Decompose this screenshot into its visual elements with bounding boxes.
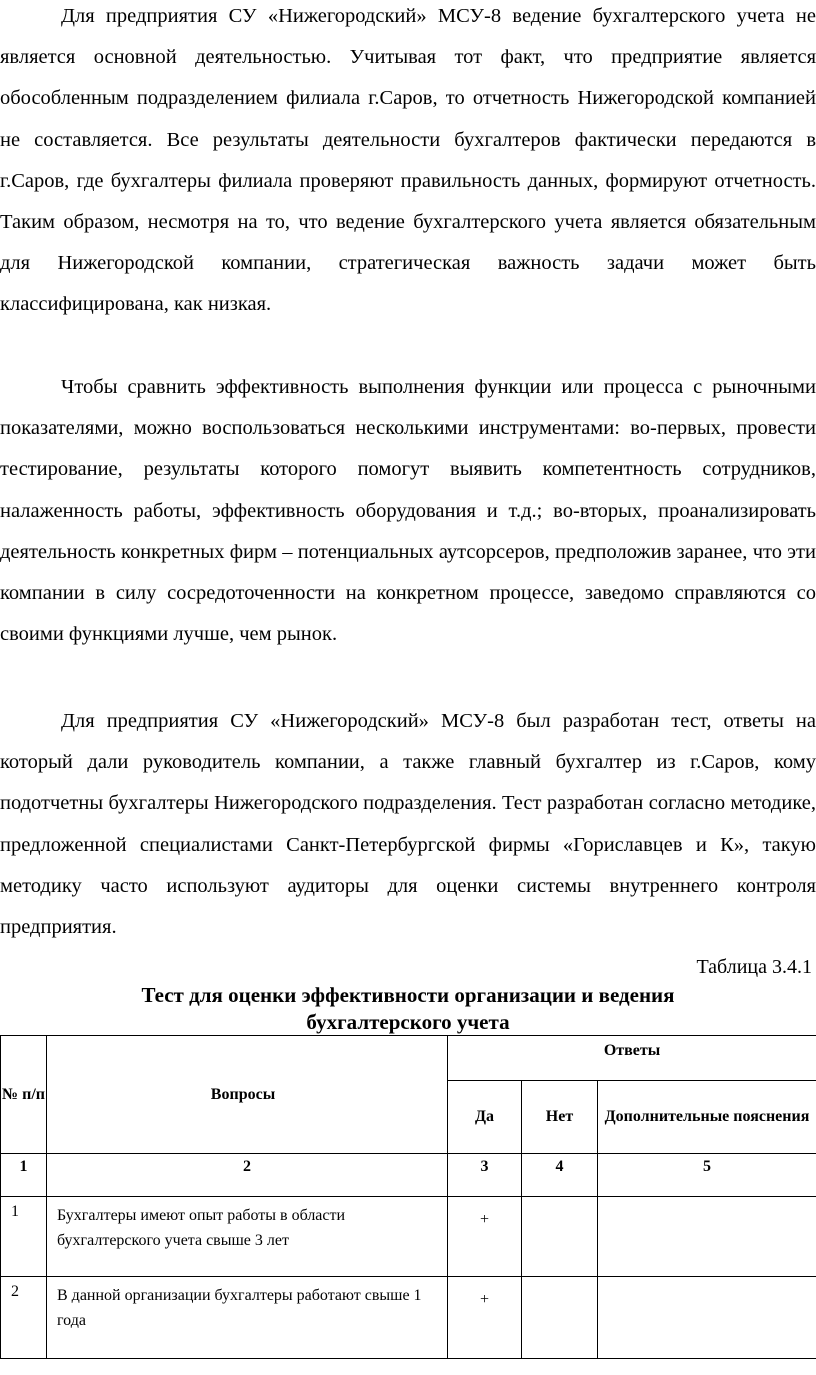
row-answer-yes: + xyxy=(448,1197,522,1277)
table-row xyxy=(1,1277,816,1359)
header-yes: Да xyxy=(448,1081,522,1154)
table-label: Таблица 3.4.1 xyxy=(696,956,812,978)
row-answer-no xyxy=(522,1197,598,1277)
table-title xyxy=(0,982,816,1036)
table-row xyxy=(1,1197,816,1277)
paragraph-3: Для предприятия СУ «Нижегородский» МСУ-8 был разработан тест, ответы на который дали руководитель компании, а также главный бухгалтер из г.Саров, кому подотчетны бухгалтеры Нижегородского подразделения. Тест разработан согласно методике, предложенной специалистами Санкт-Петербургской фирмы «Гориславцев и К», такую методику часто используют аудиторы для оценки системы внутреннего контроля предприятия. xyxy=(0,710,816,939)
row-number: 2 xyxy=(1,1277,47,1359)
header-num: № п/п xyxy=(1,1036,47,1154)
row-question: Бухгалтеры имеют опыт работы в области бухгалтерского учета свыше 3 лет xyxy=(47,1197,448,1277)
row-extra xyxy=(598,1197,816,1277)
header-no: Нет xyxy=(522,1081,598,1154)
row-question: В данной организации бухгалтеры работают свыше 1 года xyxy=(47,1277,448,1359)
header-extra: Дополнительные пояснения xyxy=(598,1081,816,1154)
row-number: 1 xyxy=(1,1197,47,1277)
header-answers: Ответы xyxy=(448,1036,816,1081)
column-index: 3 xyxy=(448,1154,522,1197)
paragraph-1: Для предприятия СУ «Нижегородский» МСУ-8 ведение бухгалтерского учета не является основной деятельностью. Учитывая тот факт, что предприятие является обособленным подразделением филиала г.Саров, то отчетность Нижегородской компанией не составляется. Все результаты деятельности бухгалтеров фактически передаются в г.Саров, где бухгалтеры филиала проверяют правильность данных, формируют отчетность. Таким образом, несмотря на то, что ведение бухгалтерского учета является обязательным для Нижегородской компании, стратегическая важность задачи может быть классифицирована, как низкая. xyxy=(0,5,816,316)
row-answer-no xyxy=(522,1277,598,1359)
evaluation-table xyxy=(0,1035,816,1359)
column-index-row xyxy=(1,1154,816,1197)
header-questions: Вопросы xyxy=(47,1036,448,1154)
column-index: 4 xyxy=(522,1154,598,1197)
row-answer-yes: + xyxy=(448,1277,522,1359)
row-extra xyxy=(598,1277,816,1359)
table-title-line-2: бухгалтерского учета xyxy=(306,1010,510,1034)
column-index: 2 xyxy=(47,1154,448,1197)
column-index: 5 xyxy=(598,1154,816,1197)
column-index: 1 xyxy=(1,1154,47,1197)
paragraph-2: Чтобы сравнить эффективность выполнения функции или процесса с рыночными показателями, можно воспользоваться несколькими инструментами: во-первых, провести тестирование, результаты которого помогут выявить компетентность сотрудников, налаженность работы, эффективность оборудования и т.д.; во-вторых, проанализировать деятельность конкретных фирм – потенциальных аутсорсеров, предположив заранее, что эти компании в силу сосредоточенности на конкретном процессе, заведомо справляются со своими функциями лучше, чем рынок. xyxy=(0,376,816,646)
table-title-line-1: Тест для оценки эффективности организации и ведения xyxy=(141,983,675,1007)
